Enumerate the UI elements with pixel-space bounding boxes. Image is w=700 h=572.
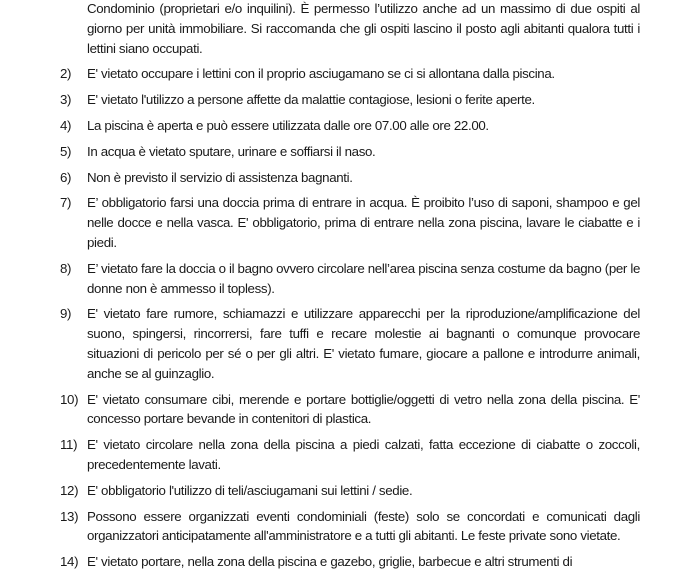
item-number: 12) <box>60 482 79 498</box>
item-number: 11) <box>60 437 78 453</box>
item-text: E' vietato fare rumore, schiamazzi e utilizzare apparecchi per la riproduzione/amplificazione del suono, spingersi, rincorrersi, fare tuffi e recare molestie ai bagnanti o comunque provocare situazioni di pericolo per sé o per gli altri. E' vietato fumare, giocare a pallone e introdurre animali, anche se al guinzaglio. <box>87 306 640 381</box>
item-number: 7) <box>60 195 72 211</box>
item-text: Possono essere organizzati eventi condominiali (feste) solo se concordati e comunicati dagli organizzatori anticipatamente all'amministratore e a tutti gli abitanti. Le feste private sono vietate. <box>87 508 640 544</box>
item-text: E' vietato l'utilizzo a persone affette da malattie contagiose, lesioni o ferite aperte. <box>87 92 535 108</box>
item-text: E’ vietato fare la doccia o il bagno ovvero circolare nell’area piscina senza costume da bagno (per le donne non è ammesso il topless). <box>87 260 640 296</box>
item-text: Condominio (proprietari e/o inquilini). È permesso l’utilizzo anche ad un massimo di due ospiti al giorno per unità immobiliare. Si raccomanda che gli ospiti lascino il posto agli abitanti qualora tutti i lettini siano occupati. <box>87 1 640 56</box>
item-number: 10) <box>60 391 79 407</box>
list-item-5 <box>0 142 700 162</box>
list-item-6 <box>0 168 700 188</box>
item-number: 6) <box>60 169 72 185</box>
item-text: E' vietato consumare cibi, merende e portare bottiglie/oggetti di vetro nella zona della piscina. E' concesso portare bevande in contenitori di plastica. <box>87 391 640 427</box>
item-text: E’ obbligatorio farsi una doccia prima di entrare in acqua. È proibito l’uso di saponi, shampoo e gel nelle docce e nella vasca. E' obbligatorio, prima di entrare nella zona piscina, lavare le ciabatte e i piedi. <box>87 195 640 250</box>
item-text: E' vietato portare, nella zona della piscina e gazebo, griglie, barbecue e altri strumenti di <box>87 554 573 570</box>
item-text: La piscina è aperta e può essere utilizzata dalle ore 07.00 alle ore 22.00. <box>87 117 489 133</box>
item-number: 8) <box>60 260 72 276</box>
item-number: 4) <box>60 117 72 133</box>
item-text: Non è previsto il servizio di assistenza bagnanti. <box>87 169 353 185</box>
item-number: 3) <box>60 92 72 108</box>
item-text: In acqua è vietato sputare, urinare e soffiarsi il naso. <box>87 143 376 159</box>
list-item-9 <box>0 304 700 383</box>
item-text: E' vietato circolare nella zona della piscina a piedi calzati, fatta eccezione di ciabatte o zoccoli, precedentemente lavati. <box>87 437 640 472</box>
list-item-14 <box>0 552 700 572</box>
list-item-2 <box>0 64 700 84</box>
item-number: 2) <box>60 66 72 82</box>
item-number: 5) <box>60 143 72 159</box>
item-number: 9) <box>60 306 72 322</box>
list-item-11 <box>0 435 700 475</box>
item-number: 13) <box>60 508 79 524</box>
list-item-1-continuation <box>0 0 700 58</box>
item-text: E' vietato occupare i lettini con il proprio asciugamano se ci si allontana dalla piscina. <box>87 66 555 82</box>
list-item-13 <box>0 507 700 547</box>
item-text: E' obbligatorio l'utilizzo di teli/asciugamani sui lettini / sedie. <box>87 482 413 498</box>
list-item-10 <box>0 390 700 430</box>
list-item-12 <box>0 481 700 501</box>
list-item-3 <box>0 90 700 110</box>
list-item-4 <box>0 116 700 136</box>
list-item-7 <box>0 193 700 252</box>
list-item-8 <box>0 259 700 299</box>
item-number: 14) <box>60 554 79 570</box>
